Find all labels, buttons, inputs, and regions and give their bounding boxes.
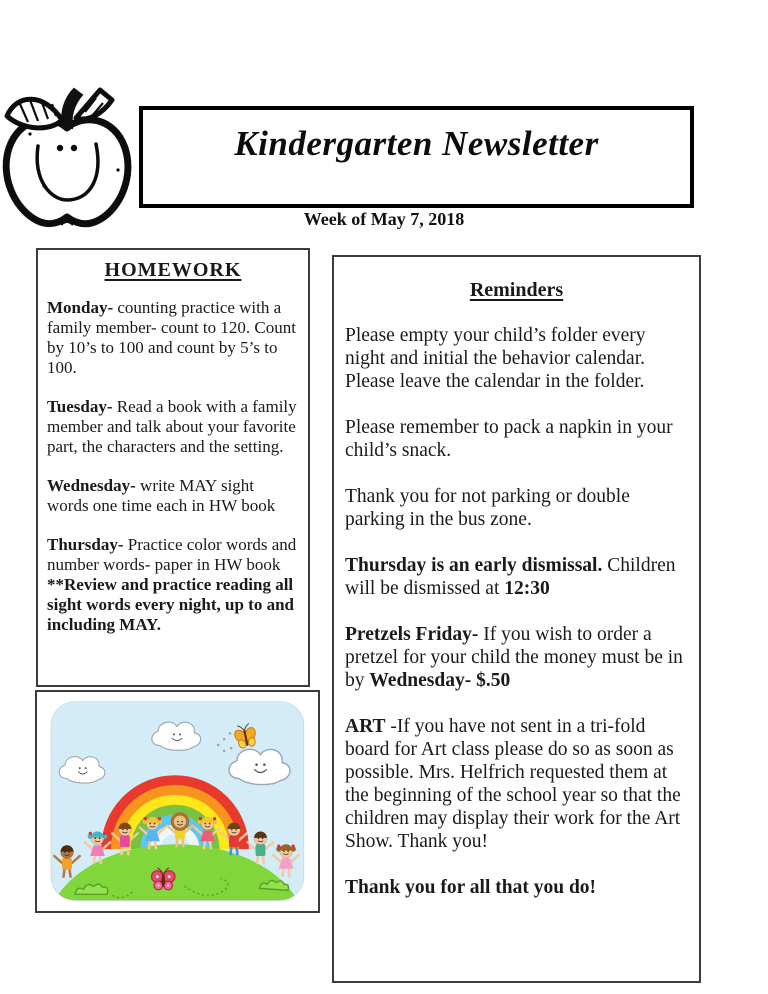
homework-section (36, 248, 310, 687)
kids-rainbow-scene-icon (37, 692, 318, 911)
reminder-paragraph: Thank you for all that you do! (345, 877, 597, 898)
homework-item: Thursday- Practice color words and number words- paper in HW book (47, 535, 297, 574)
homework-heading: HOMEWORK (104, 259, 242, 281)
homework-item: Tuesday- Read a book with a family member and talk about your favorite part, the characters and the setting. (47, 397, 297, 456)
homework-item: Wednesday- write MAY sight words one time each in HW book (47, 476, 276, 515)
reminder-paragraph: Pretzels Friday- If you wish to order a pretzel for your child the money must be in by Wednesday- $.50 (345, 624, 683, 691)
reminders-section (332, 255, 701, 983)
reminder-paragraph: ART -If you have not sent in a tri-fold board for Art class please do so as soon as possible. Mrs. Helfrich requested them at the beginning of the school year so that the children may display their work for the Art Show. Thank you! (345, 716, 681, 852)
reminders-heading: Reminders (469, 279, 564, 301)
reminder-paragraph: Please empty your child’s folder every night and initial the behavior calendar. Please leave the calendar in the folder. (345, 325, 646, 392)
reminder-paragraph: Thursday is an early dismissal. Children will be dismissed at 12:30 (345, 555, 676, 599)
homework-items (47, 298, 299, 575)
page-title: Kindergarten Newsletter (234, 124, 599, 163)
reminders-paragraphs (345, 324, 688, 899)
reminder-paragraph: Please remember to pack a napkin in your child’s snack. (345, 417, 673, 461)
week-of-label: Week of May 7, 2018 (303, 209, 465, 229)
reminder-paragraph: Thank you for not parking or double parking in the bus zone. (345, 486, 630, 530)
homework-note: **Review and practice reading all sight words every night, up to and including MAY. (47, 575, 295, 634)
newsletter-title-box (139, 106, 694, 208)
kids-rainbow-clipart (35, 690, 320, 913)
homework-item: Monday- counting practice with a family member- count to 120. Count by 10’s to 100 and count by 5’s to 100. (47, 298, 296, 377)
